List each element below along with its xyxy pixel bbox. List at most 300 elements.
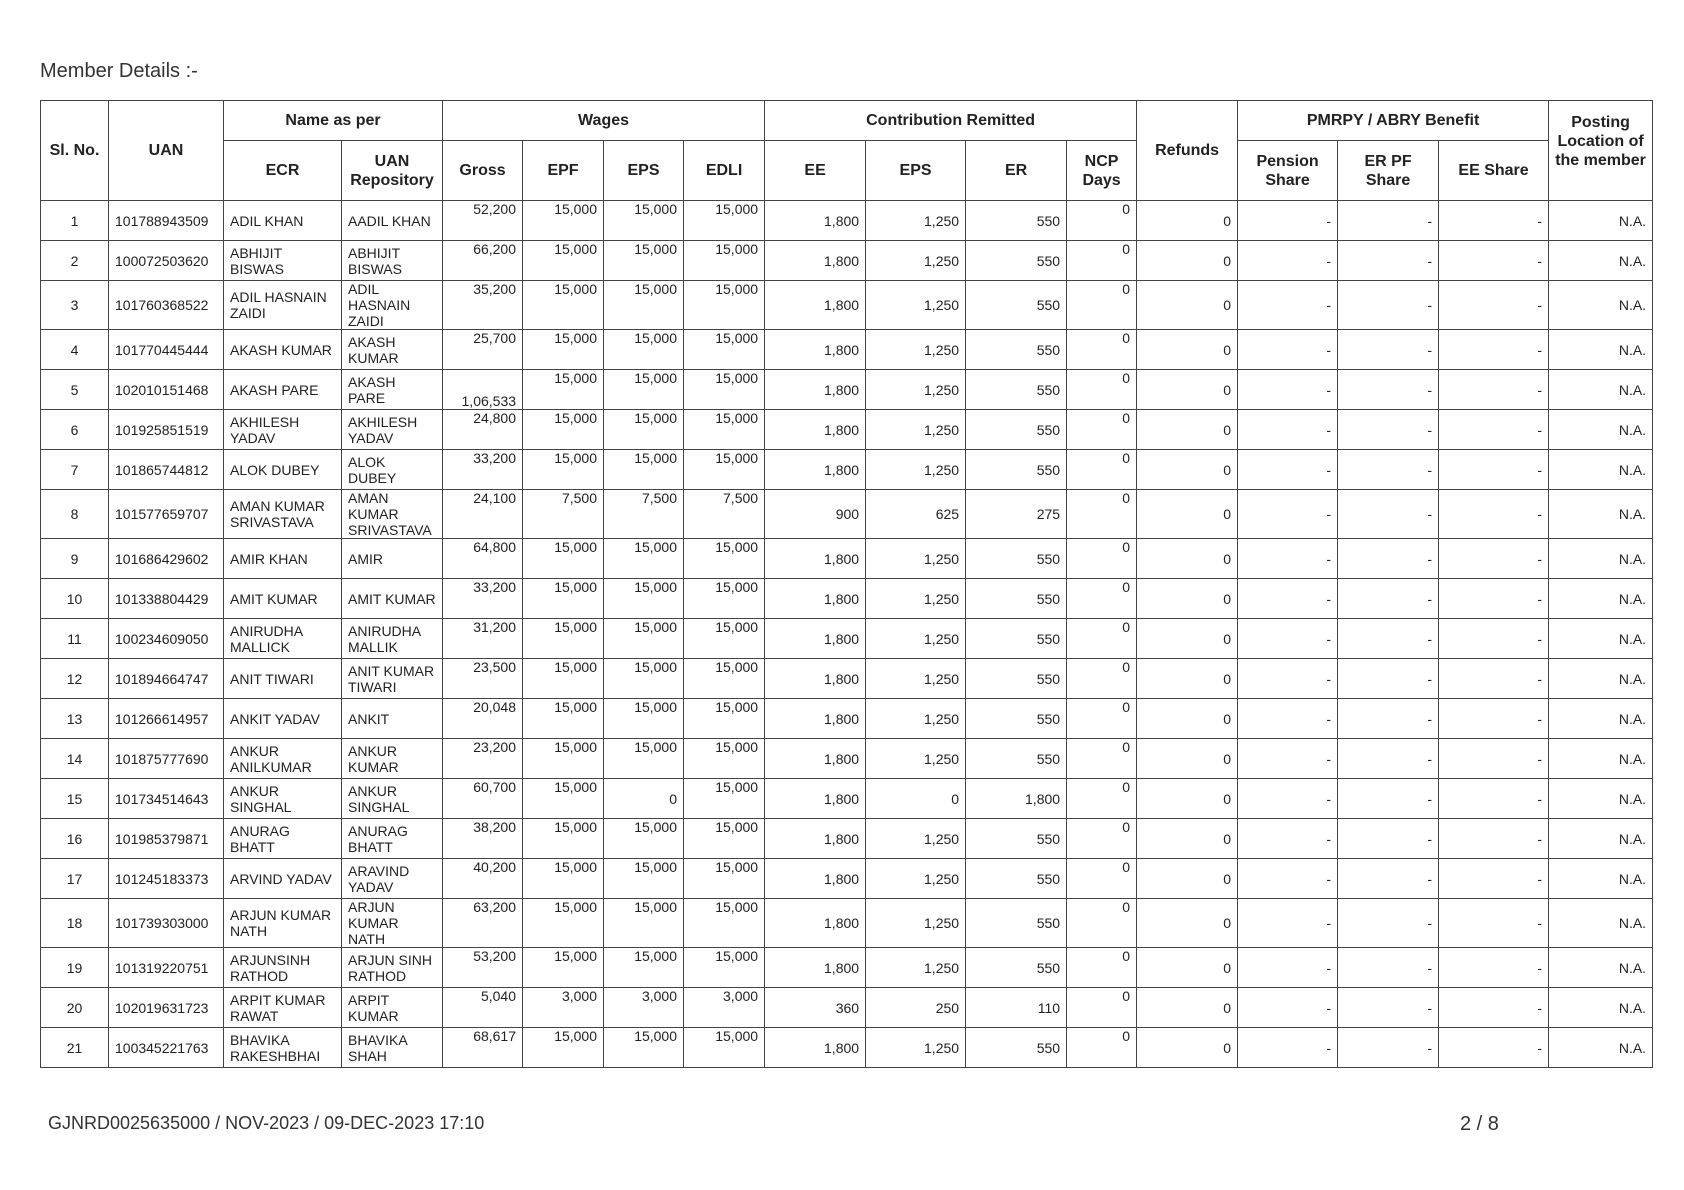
cell-name-ecr: ARJUNSINH RATHOD — [224, 948, 342, 988]
cell-edli: 15,000 — [684, 1028, 765, 1068]
cell-uan: 102010151468 — [109, 370, 224, 410]
cell-pension-share: - — [1238, 201, 1338, 241]
cell-name-uan-repository: AKASH KUMAR — [342, 330, 443, 370]
cell-posting-location: N.A. — [1549, 859, 1653, 899]
cell-epf: 15,000 — [523, 410, 604, 450]
cell-ncp-days: 0 — [1067, 948, 1137, 988]
cell-ee-share: - — [1439, 948, 1549, 988]
table-row — [41, 370, 1653, 410]
cell-eps-contribution: 1,250 — [866, 241, 966, 281]
cell-ee: 1,800 — [765, 450, 866, 490]
cell-eps-contribution: 0 — [866, 779, 966, 819]
cell-er: 1,800 — [966, 779, 1067, 819]
cell-sl-no: 1 — [41, 201, 109, 241]
cell-gross: 5,040 — [443, 988, 523, 1028]
cell-sl-no: 13 — [41, 699, 109, 739]
cell-pension-share: - — [1238, 739, 1338, 779]
cell-uan: 101266614957 — [109, 699, 224, 739]
cell-sl-no: 19 — [41, 948, 109, 988]
cell-er: 550 — [966, 819, 1067, 859]
cell-epf: 15,000 — [523, 370, 604, 410]
header-uan-repository: UAN Repository — [342, 141, 443, 201]
cell-er-pf-share: - — [1338, 948, 1439, 988]
cell-name-uan-repository: ALOK DUBEY — [342, 450, 443, 490]
cell-eps-contribution: 1,250 — [866, 699, 966, 739]
cell-name-uan-repository: ANIRUDHA MALLIK — [342, 619, 443, 659]
cell-ncp-days: 0 — [1067, 410, 1137, 450]
cell-ee-share: - — [1439, 659, 1549, 699]
cell-er: 550 — [966, 410, 1067, 450]
cell-epf: 15,000 — [523, 948, 604, 988]
cell-gross: 64,800 — [443, 539, 523, 579]
cell-eps-wages: 0 — [604, 779, 684, 819]
cell-ee: 1,800 — [765, 948, 866, 988]
cell-sl-no: 8 — [41, 490, 109, 539]
cell-epf: 15,000 — [523, 539, 604, 579]
cell-epf: 15,000 — [523, 659, 604, 699]
header-uan: UAN — [109, 101, 224, 201]
cell-ncp-days: 0 — [1067, 779, 1137, 819]
cell-edli: 15,000 — [684, 241, 765, 281]
cell-ee: 1,800 — [765, 241, 866, 281]
cell-er-pf-share: - — [1338, 539, 1439, 579]
cell-er: 550 — [966, 948, 1067, 988]
cell-er: 550 — [966, 201, 1067, 241]
cell-gross: 35,200 — [443, 281, 523, 330]
cell-refunds: 0 — [1137, 330, 1238, 370]
cell-gross: 63,200 — [443, 899, 523, 948]
cell-er-pf-share: - — [1338, 659, 1439, 699]
cell-name-uan-repository: ARJUN SINH RATHOD — [342, 948, 443, 988]
cell-uan: 101875777690 — [109, 739, 224, 779]
cell-ncp-days: 0 — [1067, 699, 1137, 739]
cell-sl-no: 12 — [41, 659, 109, 699]
cell-name-uan-repository: ADIL HASNAIN ZAIDI — [342, 281, 443, 330]
cell-gross: 23,200 — [443, 739, 523, 779]
cell-ncp-days: 0 — [1067, 899, 1137, 948]
cell-ee: 1,800 — [765, 899, 866, 948]
cell-ee: 1,800 — [765, 201, 866, 241]
cell-ee-share: - — [1439, 241, 1549, 281]
cell-epf: 3,000 — [523, 988, 604, 1028]
cell-edli: 15,000 — [684, 539, 765, 579]
cell-sl-no: 15 — [41, 779, 109, 819]
header-name-as-per: Name as per — [224, 101, 443, 141]
header-gross: Gross — [443, 141, 523, 201]
cell-refunds: 0 — [1137, 370, 1238, 410]
cell-ee-share: - — [1439, 410, 1549, 450]
cell-er-pf-share: - — [1338, 241, 1439, 281]
cell-epf: 15,000 — [523, 619, 604, 659]
cell-uan: 101894664747 — [109, 659, 224, 699]
cell-name-ecr: ANURAG BHATT — [224, 819, 342, 859]
cell-refunds: 0 — [1137, 859, 1238, 899]
header-edli: EDLI — [684, 141, 765, 201]
cell-refunds: 0 — [1137, 659, 1238, 699]
header-eps-wages: EPS — [604, 141, 684, 201]
cell-sl-no: 4 — [41, 330, 109, 370]
cell-er: 550 — [966, 699, 1067, 739]
cell-epf: 15,000 — [523, 281, 604, 330]
cell-name-ecr: ARVIND YADAV — [224, 859, 342, 899]
cell-epf: 15,000 — [523, 241, 604, 281]
cell-ncp-days: 0 — [1067, 450, 1137, 490]
cell-uan: 101245183373 — [109, 859, 224, 899]
cell-pension-share: - — [1238, 539, 1338, 579]
cell-edli: 15,000 — [684, 201, 765, 241]
cell-name-ecr: ABHIJIT BISWAS — [224, 241, 342, 281]
cell-er-pf-share: - — [1338, 739, 1439, 779]
cell-ncp-days: 0 — [1067, 241, 1137, 281]
cell-ee-share: - — [1439, 579, 1549, 619]
cell-ncp-days: 0 — [1067, 988, 1137, 1028]
header-contribution-remitted: Contribution Remitted — [765, 101, 1137, 141]
cell-posting-location: N.A. — [1549, 1028, 1653, 1068]
cell-ee-share: - — [1439, 739, 1549, 779]
table-row — [41, 619, 1653, 659]
cell-ee-share: - — [1439, 988, 1549, 1028]
cell-sl-no: 16 — [41, 819, 109, 859]
table-row — [41, 539, 1653, 579]
cell-ee: 1,800 — [765, 699, 866, 739]
cell-name-ecr: AMAN KUMAR SRIVASTAVA — [224, 490, 342, 539]
cell-ee-share: - — [1439, 539, 1549, 579]
header-pension-share: Pension Share — [1238, 141, 1338, 201]
cell-er-pf-share: - — [1338, 330, 1439, 370]
table-row — [41, 699, 1653, 739]
cell-gross: 33,200 — [443, 450, 523, 490]
cell-er: 275 — [966, 490, 1067, 539]
cell-epf: 7,500 — [523, 490, 604, 539]
cell-sl-no: 5 — [41, 370, 109, 410]
cell-eps-contribution: 625 — [866, 490, 966, 539]
cell-posting-location: N.A. — [1549, 579, 1653, 619]
cell-uan: 100234609050 — [109, 619, 224, 659]
cell-eps-wages: 15,000 — [604, 659, 684, 699]
table-row — [41, 659, 1653, 699]
cell-refunds: 0 — [1137, 988, 1238, 1028]
cell-edli: 15,000 — [684, 819, 765, 859]
cell-ncp-days: 0 — [1067, 659, 1137, 699]
cell-edli: 15,000 — [684, 739, 765, 779]
cell-gross: 1,06,533 — [443, 370, 523, 410]
cell-eps-contribution: 1,250 — [866, 859, 966, 899]
header-eps-contribution: EPS — [866, 141, 966, 201]
cell-ee: 1,800 — [765, 619, 866, 659]
cell-sl-no: 11 — [41, 619, 109, 659]
cell-er-pf-share: - — [1338, 1028, 1439, 1068]
cell-ee: 360 — [765, 988, 866, 1028]
cell-ee-share: - — [1439, 330, 1549, 370]
cell-gross: 24,800 — [443, 410, 523, 450]
cell-epf: 15,000 — [523, 450, 604, 490]
cell-er-pf-share: - — [1338, 859, 1439, 899]
cell-ee-share: - — [1439, 281, 1549, 330]
table-row — [41, 579, 1653, 619]
cell-ee: 1,800 — [765, 819, 866, 859]
cell-refunds: 0 — [1137, 699, 1238, 739]
cell-eps-wages: 15,000 — [604, 1028, 684, 1068]
cell-ee: 1,800 — [765, 370, 866, 410]
cell-ee-share: - — [1439, 201, 1549, 241]
cell-posting-location: N.A. — [1549, 370, 1653, 410]
cell-eps-contribution: 1,250 — [866, 450, 966, 490]
cell-sl-no: 21 — [41, 1028, 109, 1068]
cell-name-uan-repository: BHAVIKA SHAH — [342, 1028, 443, 1068]
cell-pension-share: - — [1238, 450, 1338, 490]
cell-gross: 53,200 — [443, 948, 523, 988]
cell-name-ecr: ANKUR SINGHAL — [224, 779, 342, 819]
cell-uan: 101865744812 — [109, 450, 224, 490]
cell-eps-contribution: 1,250 — [866, 819, 966, 859]
header-ecr: ECR — [224, 141, 342, 201]
cell-posting-location: N.A. — [1549, 410, 1653, 450]
page-title: Member Details :- — [40, 60, 198, 82]
cell-refunds: 0 — [1137, 579, 1238, 619]
cell-ee-share: - — [1439, 779, 1549, 819]
cell-name-uan-repository: ARJUN KUMAR NATH — [342, 899, 443, 948]
cell-ee-share: - — [1439, 699, 1549, 739]
cell-epf: 15,000 — [523, 1028, 604, 1068]
cell-er-pf-share: - — [1338, 410, 1439, 450]
header-epf: EPF — [523, 141, 604, 201]
cell-sl-no: 7 — [41, 450, 109, 490]
cell-ncp-days: 0 — [1067, 281, 1137, 330]
cell-edli: 15,000 — [684, 699, 765, 739]
cell-ee: 1,800 — [765, 330, 866, 370]
cell-er-pf-share: - — [1338, 450, 1439, 490]
cell-name-uan-repository: AKHILESH YADAV — [342, 410, 443, 450]
cell-edli: 3,000 — [684, 988, 765, 1028]
header-er: ER — [966, 141, 1067, 201]
cell-posting-location: N.A. — [1549, 948, 1653, 988]
cell-eps-contribution: 1,250 — [866, 281, 966, 330]
table-row — [41, 201, 1653, 241]
cell-edli: 15,000 — [684, 450, 765, 490]
cell-name-ecr: ARPIT KUMAR RAWAT — [224, 988, 342, 1028]
cell-er: 550 — [966, 619, 1067, 659]
cell-ncp-days: 0 — [1067, 330, 1137, 370]
cell-name-uan-repository: AMIR — [342, 539, 443, 579]
cell-uan: 101739303000 — [109, 899, 224, 948]
table-row — [41, 819, 1653, 859]
header-pmrpy-abry: PMRPY / ABRY Benefit — [1238, 101, 1549, 141]
table-row — [41, 281, 1653, 330]
cell-er: 550 — [966, 859, 1067, 899]
cell-name-ecr: ADIL HASNAIN ZAIDI — [224, 281, 342, 330]
cell-eps-wages: 15,000 — [604, 281, 684, 330]
cell-eps-contribution: 1,250 — [866, 539, 966, 579]
table-row — [41, 490, 1653, 539]
cell-edli: 15,000 — [684, 410, 765, 450]
cell-er: 550 — [966, 539, 1067, 579]
cell-ee: 1,800 — [765, 579, 866, 619]
cell-ee: 1,800 — [765, 659, 866, 699]
cell-ee: 1,800 — [765, 539, 866, 579]
table-row — [41, 450, 1653, 490]
cell-edli: 15,000 — [684, 330, 765, 370]
cell-refunds: 0 — [1137, 539, 1238, 579]
member-rows — [41, 201, 1653, 1068]
cell-pension-share: - — [1238, 819, 1338, 859]
cell-sl-no: 17 — [41, 859, 109, 899]
cell-name-uan-repository: AMIT KUMAR — [342, 579, 443, 619]
cell-posting-location: N.A. — [1549, 241, 1653, 281]
cell-refunds: 0 — [1137, 948, 1238, 988]
cell-name-ecr: BHAVIKA RAKESHBHAI — [224, 1028, 342, 1068]
cell-pension-share: - — [1238, 988, 1338, 1028]
cell-ncp-days: 0 — [1067, 859, 1137, 899]
cell-eps-contribution: 1,250 — [866, 201, 966, 241]
cell-er: 550 — [966, 1028, 1067, 1068]
cell-ncp-days: 0 — [1067, 1028, 1137, 1068]
table-row — [41, 1028, 1653, 1068]
cell-eps-wages: 15,000 — [604, 699, 684, 739]
cell-gross: 20,048 — [443, 699, 523, 739]
cell-gross: 23,500 — [443, 659, 523, 699]
cell-refunds: 0 — [1137, 410, 1238, 450]
cell-uan: 102019631723 — [109, 988, 224, 1028]
cell-er-pf-share: - — [1338, 699, 1439, 739]
cell-sl-no: 3 — [41, 281, 109, 330]
cell-name-ecr: AKASH PARE — [224, 370, 342, 410]
cell-eps-wages: 15,000 — [604, 579, 684, 619]
cell-refunds: 0 — [1137, 241, 1238, 281]
cell-gross: 52,200 — [443, 201, 523, 241]
table-row — [41, 859, 1653, 899]
cell-edli: 15,000 — [684, 281, 765, 330]
cell-er: 550 — [966, 659, 1067, 699]
cell-ee: 1,800 — [765, 410, 866, 450]
cell-name-uan-repository: ARAVIND YADAV — [342, 859, 443, 899]
cell-epf: 15,000 — [523, 201, 604, 241]
cell-name-uan-repository: AADIL KHAN — [342, 201, 443, 241]
cell-epf: 15,000 — [523, 779, 604, 819]
cell-er: 550 — [966, 370, 1067, 410]
header-ncp-days: NCP Days — [1067, 141, 1137, 201]
cell-pension-share: - — [1238, 490, 1338, 539]
cell-name-uan-repository: ANKUR SINGHAL — [342, 779, 443, 819]
cell-eps-wages: 15,000 — [604, 948, 684, 988]
cell-ncp-days: 0 — [1067, 619, 1137, 659]
cell-sl-no: 14 — [41, 739, 109, 779]
cell-eps-contribution: 1,250 — [866, 739, 966, 779]
cell-er: 550 — [966, 450, 1067, 490]
cell-name-ecr: ANKIT YADAV — [224, 699, 342, 739]
cell-posting-location: N.A. — [1549, 281, 1653, 330]
cell-pension-share: - — [1238, 659, 1338, 699]
cell-ncp-days: 0 — [1067, 739, 1137, 779]
cell-er-pf-share: - — [1338, 201, 1439, 241]
cell-gross: 66,200 — [443, 241, 523, 281]
cell-er-pf-share: - — [1338, 819, 1439, 859]
cell-eps-wages: 15,000 — [604, 241, 684, 281]
cell-posting-location: N.A. — [1549, 699, 1653, 739]
cell-sl-no: 2 — [41, 241, 109, 281]
cell-uan: 101577659707 — [109, 490, 224, 539]
cell-er: 550 — [966, 579, 1067, 619]
cell-refunds: 0 — [1137, 819, 1238, 859]
cell-epf: 15,000 — [523, 330, 604, 370]
cell-er-pf-share: - — [1338, 370, 1439, 410]
cell-name-ecr: ADIL KHAN — [224, 201, 342, 241]
cell-name-ecr: ANIRUDHA MALLICK — [224, 619, 342, 659]
cell-eps-wages: 15,000 — [604, 370, 684, 410]
cell-name-ecr: AKHILESH YADAV — [224, 410, 342, 450]
cell-posting-location: N.A. — [1549, 988, 1653, 1028]
cell-gross: 24,100 — [443, 490, 523, 539]
cell-er-pf-share: - — [1338, 988, 1439, 1028]
cell-eps-contribution: 1,250 — [866, 948, 966, 988]
cell-eps-contribution: 1,250 — [866, 579, 966, 619]
cell-name-ecr: ANKUR ANILKUMAR — [224, 739, 342, 779]
cell-eps-contribution: 1,250 — [866, 330, 966, 370]
cell-edli: 15,000 — [684, 779, 765, 819]
cell-gross: 31,200 — [443, 619, 523, 659]
cell-pension-share: - — [1238, 579, 1338, 619]
cell-edli: 15,000 — [684, 370, 765, 410]
cell-eps-wages: 3,000 — [604, 988, 684, 1028]
cell-er: 550 — [966, 281, 1067, 330]
cell-eps-contribution: 1,250 — [866, 899, 966, 948]
cell-ee: 1,800 — [765, 779, 866, 819]
table-row — [41, 899, 1653, 948]
cell-ee-share: - — [1439, 899, 1549, 948]
header-sl-no: Sl. No. — [41, 101, 109, 201]
cell-name-uan-repository: AKASH PARE — [342, 370, 443, 410]
cell-ncp-days: 0 — [1067, 579, 1137, 619]
table-row — [41, 779, 1653, 819]
cell-ee-share: - — [1439, 450, 1549, 490]
cell-eps-wages: 15,000 — [604, 410, 684, 450]
cell-uan: 101788943509 — [109, 201, 224, 241]
cell-ee: 1,800 — [765, 739, 866, 779]
cell-uan: 101770445444 — [109, 330, 224, 370]
cell-ncp-days: 0 — [1067, 819, 1137, 859]
cell-name-uan-repository: ANKIT — [342, 699, 443, 739]
cell-er-pf-share: - — [1338, 579, 1439, 619]
cell-uan: 101985379871 — [109, 819, 224, 859]
cell-pension-share: - — [1238, 330, 1338, 370]
cell-edli: 7,500 — [684, 490, 765, 539]
cell-er-pf-share: - — [1338, 490, 1439, 539]
cell-name-ecr: ALOK DUBEY — [224, 450, 342, 490]
cell-pension-share: - — [1238, 410, 1338, 450]
cell-ee: 1,800 — [765, 859, 866, 899]
cell-pension-share: - — [1238, 241, 1338, 281]
cell-edli: 15,000 — [684, 659, 765, 699]
cell-epf: 15,000 — [523, 739, 604, 779]
cell-epf: 15,000 — [523, 579, 604, 619]
cell-pension-share: - — [1238, 699, 1338, 739]
cell-epf: 15,000 — [523, 819, 604, 859]
cell-eps-contribution: 1,250 — [866, 410, 966, 450]
cell-posting-location: N.A. — [1549, 739, 1653, 779]
cell-ee: 1,800 — [765, 281, 866, 330]
cell-posting-location: N.A. — [1549, 201, 1653, 241]
header-posting-location: Posting Location of the member — [1549, 101, 1653, 201]
cell-er: 550 — [966, 739, 1067, 779]
cell-gross: 33,200 — [443, 579, 523, 619]
header-ee-share: EE Share — [1439, 141, 1549, 201]
header-er-pf-share: ER PF Share — [1338, 141, 1439, 201]
cell-edli: 15,000 — [684, 948, 765, 988]
cell-eps-wages: 15,000 — [604, 899, 684, 948]
cell-er-pf-share: - — [1338, 281, 1439, 330]
cell-gross: 68,617 — [443, 1028, 523, 1068]
cell-name-uan-repository: ABHIJIT BISWAS — [342, 241, 443, 281]
cell-er-pf-share: - — [1338, 779, 1439, 819]
